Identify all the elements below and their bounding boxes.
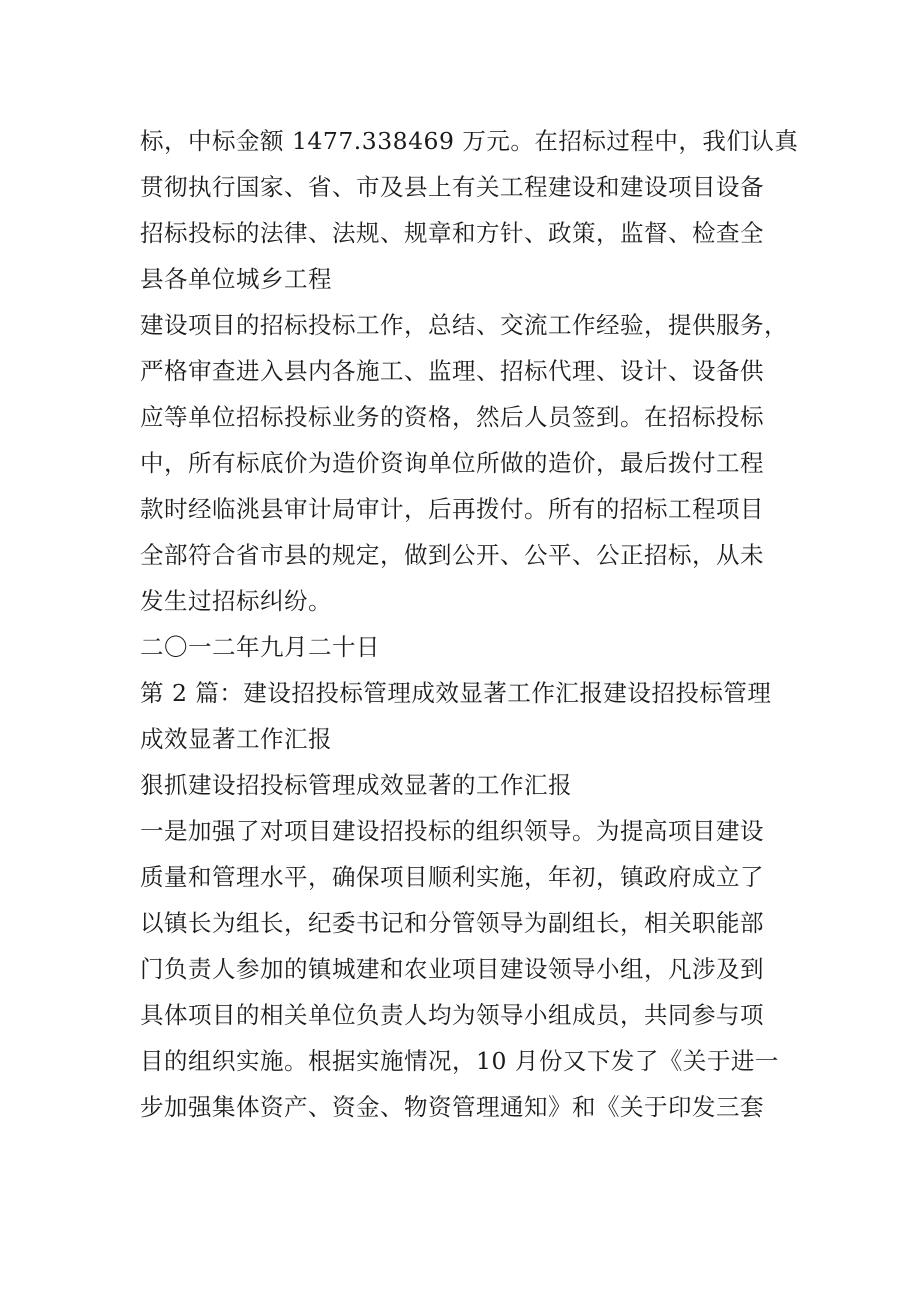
text-line: 中，所有标底价为造价资询单位所做的造价，最后拨付工程 bbox=[140, 449, 764, 477]
text-line: 建设项目的招标投标工作，总结、交流工作经验，提供服务， bbox=[140, 311, 788, 339]
section-heading-continued: 成效显著工作汇报 bbox=[140, 725, 332, 753]
text-line: 款时经临洮县审计局审计，后再拨付。所有的招标工程项目 bbox=[140, 495, 764, 523]
section-heading: 第 2 篇：建设招投标管理成效显著工作汇报建设招投标管理 bbox=[140, 679, 772, 707]
text-line: 目的组织实施。根据实施情况，10 月份又下发了《关于进一 bbox=[140, 1047, 779, 1075]
text-line: 具体项目的相关单位负责人均为领导小组成员，共同参与项 bbox=[140, 1001, 764, 1029]
text-line: 发生过招标纠纷。 bbox=[140, 587, 332, 615]
document-body bbox=[140, 118, 799, 1130]
text-line: 标，中标金额 1477.338469 万元。在招标过程中，我们认真 bbox=[140, 127, 799, 155]
text-line: 应等单位招标投标业务的资格，然后人员签到。在招标投标 bbox=[140, 403, 764, 431]
text-line: 县各单位城乡工程 bbox=[140, 265, 332, 293]
text-line: 门负责人参加的镇城建和农业项目建设领导小组，凡涉及到 bbox=[140, 955, 764, 983]
text-line: 严格审查进入县内各施工、监理、招标代理、设计、设备供 bbox=[140, 357, 764, 385]
report-title: 狠抓建设招投标管理成效显著的工作汇报 bbox=[140, 771, 572, 799]
text-line: 步加强集体资产、资金、物资管理通知》和《关于印发三套 bbox=[140, 1093, 764, 1121]
text-line: 一是加强了对项目建设招投标的组织领导。为提高项目建设 bbox=[140, 817, 764, 845]
text-line: 招标投标的法律、法规、规章和方针、政策，监督、检查全 bbox=[140, 219, 764, 247]
text-line: 质量和管理水平，确保项目顺利实施，年初，镇政府成立了 bbox=[140, 863, 764, 891]
text-line: 贯彻执行国家、省、市及县上有关工程建设和建设项目设备 bbox=[140, 173, 764, 201]
date-line: 二〇一二年九月二十日 bbox=[140, 633, 380, 661]
text-line: 以镇长为组长，纪委书记和分管领导为副组长，相关职能部 bbox=[140, 909, 764, 937]
text-line: 全部符合省市县的规定，做到公开、公平、公正招标，从未 bbox=[140, 541, 764, 569]
